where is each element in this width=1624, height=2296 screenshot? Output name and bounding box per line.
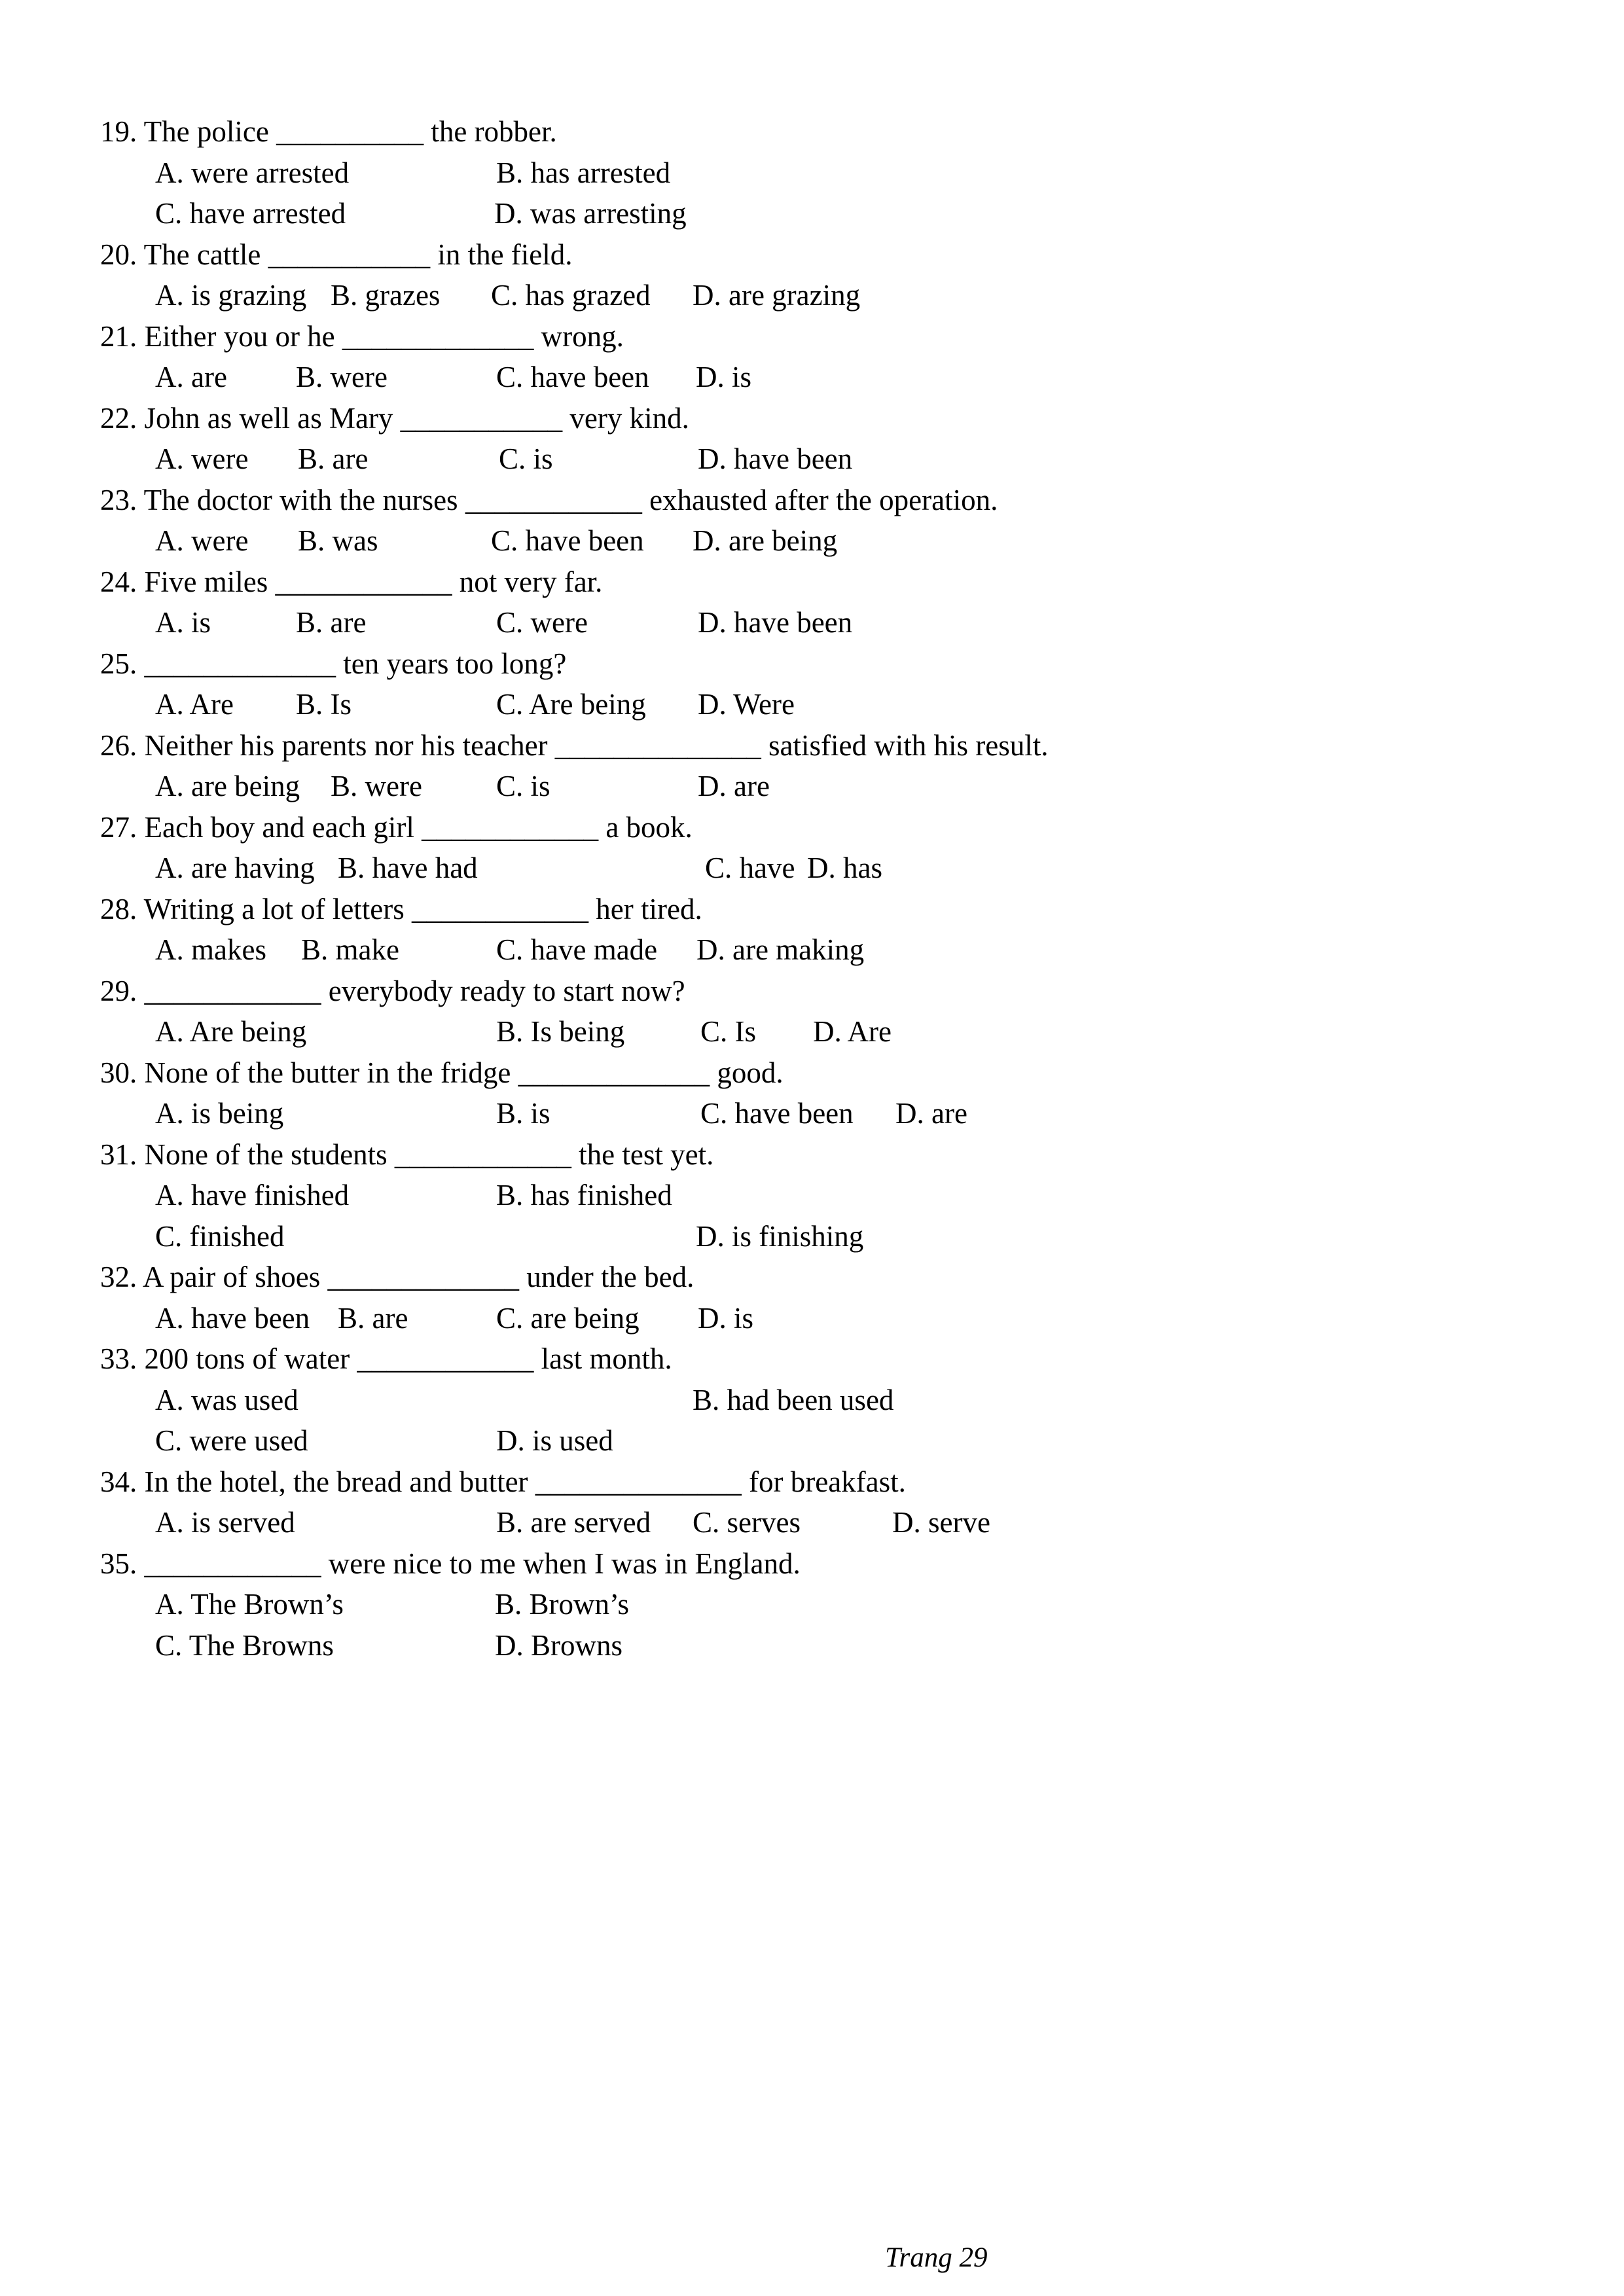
question-27-stem: 27. Each boy and each girl ____________ a book. bbox=[100, 810, 693, 844]
question-25-options-line-1 bbox=[0, 684, 1624, 725]
question-22-stem-line bbox=[0, 398, 1624, 439]
question-22-options-line-1 bbox=[0, 439, 1624, 480]
question-28-option-B: B. make bbox=[301, 933, 399, 966]
question-25-option-B: B. Is bbox=[296, 688, 352, 721]
question-30-option-C: C. have been bbox=[700, 1097, 854, 1130]
question-27-stem-line bbox=[0, 807, 1624, 848]
question-32-stem: 32. A pair of shoes _____________ under the bed. bbox=[100, 1261, 695, 1293]
question-24-stem: 24. Five miles ____________ not very far. bbox=[100, 565, 603, 598]
question-35-option-D: D. Browns bbox=[495, 1628, 623, 1662]
page-footer: Trang 29 bbox=[885, 2242, 988, 2273]
question-27-option-A: A. are having bbox=[155, 852, 315, 884]
question-19-option-A: A. were arrested bbox=[155, 156, 350, 189]
question-34-stem: 34. In the hotel, the bread and butter ______________ for breakfast. bbox=[100, 1465, 906, 1498]
question-32-option-C: C. are being bbox=[496, 1301, 640, 1335]
question-21-option-D: D. is bbox=[696, 361, 752, 393]
question-30-option-B: B. is bbox=[496, 1097, 550, 1130]
question-31-option-A: A. have finished bbox=[155, 1179, 350, 1211]
question-26-option-C: C. is bbox=[496, 770, 550, 802]
question-19-options-line-2 bbox=[0, 193, 1624, 234]
question-34-option-A: A. is served bbox=[155, 1506, 295, 1539]
question-20-stem: 20. The cattle ___________ in the field. bbox=[100, 238, 573, 271]
question-27-option-C: C. have bbox=[705, 852, 795, 884]
question-33-option-C: C. were used bbox=[155, 1424, 308, 1457]
question-22-option-A: A. were bbox=[155, 442, 249, 475]
question-22-option-B: B. are bbox=[298, 442, 369, 475]
question-30-options-line-1 bbox=[0, 1093, 1624, 1134]
question-23-options-line-1 bbox=[0, 520, 1624, 562]
question-26-options-line-1 bbox=[0, 766, 1624, 807]
question-24-option-C: C. were bbox=[496, 606, 588, 639]
question-29-stem-line bbox=[0, 971, 1624, 1012]
question-23-option-D: D. are being bbox=[693, 524, 838, 557]
question-26-option-D: D. are bbox=[698, 770, 770, 802]
question-33-option-A: A. was used bbox=[155, 1383, 298, 1416]
question-24-option-A: A. is bbox=[155, 606, 211, 639]
question-22-stem: 22. John as well as Mary ___________ very kind. bbox=[100, 401, 689, 435]
question-32-option-D: D. is bbox=[698, 1301, 754, 1335]
question-27-option-B: B. have had bbox=[338, 852, 478, 884]
question-33-option-D: D. is used bbox=[496, 1424, 613, 1457]
question-32-option-A: A. have been bbox=[155, 1301, 310, 1335]
question-25-option-C: C. Are being bbox=[496, 688, 646, 721]
question-21-option-B: B. were bbox=[296, 361, 388, 393]
question-31-options-line-1 bbox=[0, 1175, 1624, 1216]
question-19-option-D: D. was arresting bbox=[494, 197, 687, 230]
question-22-option-C: C. is bbox=[499, 442, 553, 475]
question-34-option-C: C. serves bbox=[693, 1506, 801, 1539]
question-35-option-B: B. Brown’s bbox=[495, 1588, 630, 1621]
question-32-option-B: B. are bbox=[338, 1301, 408, 1335]
question-32-stem-line bbox=[0, 1257, 1624, 1298]
question-31-option-D: D. is finishing bbox=[696, 1219, 864, 1253]
question-35-option-A: A. The Brown’s bbox=[155, 1588, 344, 1621]
question-31-stem-line bbox=[0, 1134, 1624, 1175]
question-29-option-C: C. Is bbox=[700, 1015, 757, 1048]
question-20-option-D: D. are grazing bbox=[693, 279, 861, 312]
question-25-option-A: A. Are bbox=[155, 688, 234, 721]
question-24-option-D: D. have been bbox=[698, 606, 853, 639]
question-33-options-line-1 bbox=[0, 1380, 1624, 1421]
question-22-option-D: D. have been bbox=[698, 442, 853, 475]
question-25-stem-line bbox=[0, 643, 1624, 685]
question-27-option-D: D. has bbox=[807, 852, 882, 884]
question-21-option-C: C. have been bbox=[496, 361, 649, 393]
question-28-option-A: A. makes bbox=[155, 933, 266, 966]
question-27-options-line-1 bbox=[0, 848, 1624, 889]
question-33-options-line-2 bbox=[0, 1420, 1624, 1462]
question-31-option-B: B. has finished bbox=[496, 1179, 672, 1211]
question-19-option-B: B. has arrested bbox=[496, 156, 671, 189]
question-25-stem: 25. _____________ ten years too long? bbox=[100, 647, 567, 680]
question-28-options-line-1 bbox=[0, 929, 1624, 971]
question-35-option-C: C. The Browns bbox=[155, 1628, 334, 1662]
question-21-stem-line bbox=[0, 316, 1624, 357]
question-29-stem: 29. ____________ everybody ready to start now? bbox=[100, 974, 685, 1007]
question-28-stem: 28. Writing a lot of letters ____________ her tired. bbox=[100, 892, 702, 925]
question-20-option-A: A. is grazing bbox=[155, 279, 307, 312]
question-19-stem: 19. The police __________ the robber. bbox=[100, 115, 557, 148]
question-34-options-line-1 bbox=[0, 1502, 1624, 1543]
question-35-options-line-1 bbox=[0, 1584, 1624, 1625]
question-35-stem: 35. ____________ were nice to me when I was in England. bbox=[100, 1547, 801, 1580]
question-26-stem-line bbox=[0, 725, 1624, 766]
question-19-stem-line bbox=[0, 111, 1624, 152]
question-20-stem-line bbox=[0, 234, 1624, 276]
question-20-option-B: B. grazes bbox=[331, 279, 441, 312]
question-28-option-D: D. are making bbox=[696, 933, 865, 966]
question-35-options-line-2 bbox=[0, 1625, 1624, 1666]
question-23-option-C: C. have been bbox=[491, 524, 644, 557]
question-30-stem-line bbox=[0, 1052, 1624, 1094]
question-30-option-D: D. are bbox=[895, 1097, 967, 1130]
question-24-options-line-1 bbox=[0, 602, 1624, 643]
question-21-options-line-1 bbox=[0, 357, 1624, 398]
question-20-option-C: C. has grazed bbox=[491, 279, 651, 312]
question-21-stem: 21. Either you or he _____________ wrong. bbox=[100, 319, 624, 353]
question-33-stem: 33. 200 tons of water ____________ last month. bbox=[100, 1342, 672, 1375]
question-34-option-D: D. serve bbox=[892, 1506, 990, 1539]
question-31-stem: 31. None of the students ____________ the test yet. bbox=[100, 1138, 714, 1171]
question-23-stem: 23. The doctor with the nurses ____________ exhausted after the operation. bbox=[100, 483, 998, 516]
question-26-option-A: A. are being bbox=[155, 770, 300, 802]
question-31-option-C: C. finished bbox=[155, 1219, 285, 1253]
question-19-options-line-1 bbox=[0, 152, 1624, 194]
question-19-option-C: C. have arrested bbox=[155, 197, 346, 230]
question-29-options-line-1 bbox=[0, 1011, 1624, 1052]
question-26-option-B: B. were bbox=[331, 770, 422, 802]
question-23-stem-line bbox=[0, 480, 1624, 521]
question-21-option-A: A. are bbox=[155, 361, 227, 393]
question-30-option-A: A. is being bbox=[155, 1097, 284, 1130]
question-30-stem: 30. None of the butter in the fridge _____________ good. bbox=[100, 1056, 784, 1089]
question-24-option-B: B. are bbox=[296, 606, 367, 639]
question-33-option-B: B. had been used bbox=[693, 1383, 894, 1416]
question-34-stem-line bbox=[0, 1462, 1624, 1503]
question-28-option-C: C. have made bbox=[496, 933, 658, 966]
question-33-stem-line bbox=[0, 1338, 1624, 1380]
question-23-option-A: A. were bbox=[155, 524, 249, 557]
question-26-stem: 26. Neither his parents nor his teacher ______________ satisfied with his result. bbox=[100, 728, 1049, 762]
question-32-options-line-1 bbox=[0, 1298, 1624, 1339]
question-20-options-line-1 bbox=[0, 275, 1624, 316]
question-24-stem-line bbox=[0, 562, 1624, 603]
question-29-option-A: A. Are being bbox=[155, 1015, 307, 1048]
question-29-option-B: B. Is being bbox=[496, 1015, 625, 1048]
question-25-option-D: D. Were bbox=[698, 688, 795, 721]
question-34-option-B: B. are served bbox=[496, 1506, 651, 1539]
question-31-options-line-2 bbox=[0, 1216, 1624, 1257]
question-29-option-D: D. Are bbox=[813, 1015, 892, 1048]
question-23-option-B: B. was bbox=[298, 524, 378, 557]
question-28-stem-line bbox=[0, 889, 1624, 930]
question-35-stem-line bbox=[0, 1543, 1624, 1585]
